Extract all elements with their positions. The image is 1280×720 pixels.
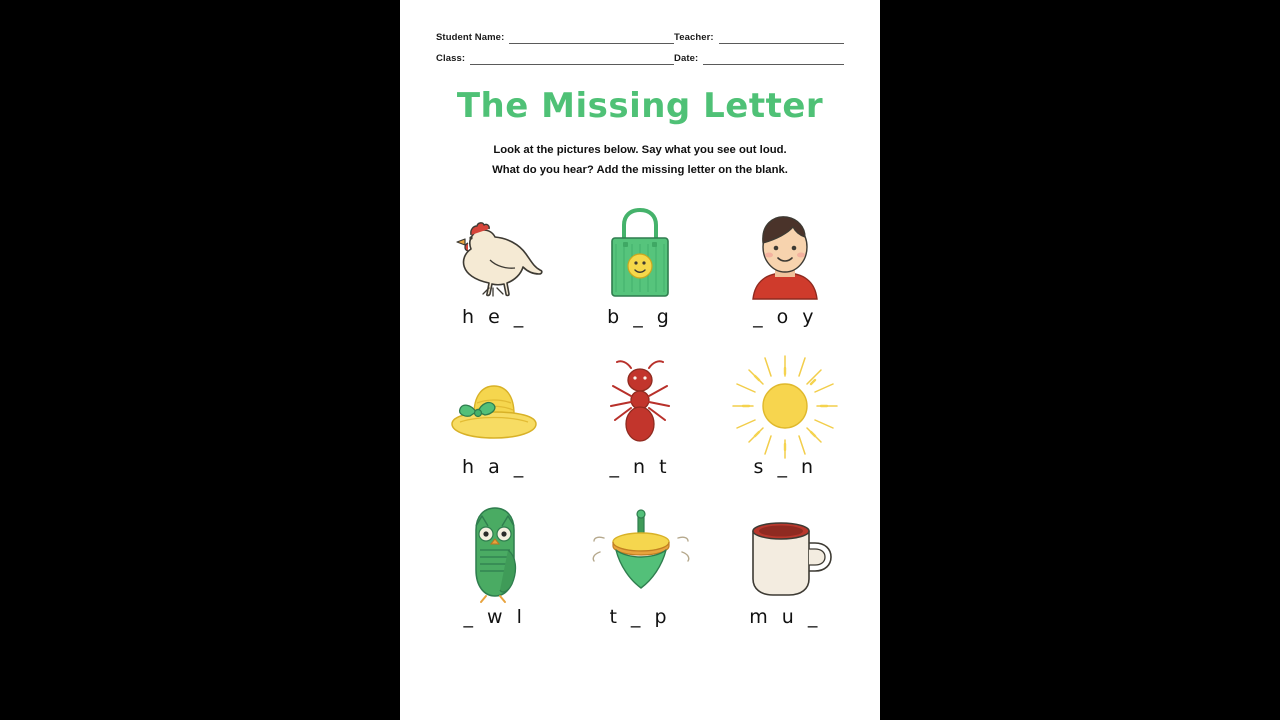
student-name-field[interactable]: [436, 32, 674, 44]
header-fields: [436, 32, 846, 74]
instructions-line-2: What do you hear? Add the missing letter on the blank.: [492, 164, 788, 176]
exercise-item-8: [567, 500, 712, 650]
spinning-top-icon: [575, 500, 705, 610]
exercise-word-9: m u _: [749, 606, 822, 628]
hen-icon: [430, 200, 560, 310]
exercise-word-4: h a _: [462, 456, 528, 478]
class-field[interactable]: [436, 53, 674, 65]
exercise-item-6: [713, 350, 858, 500]
date-field[interactable]: [674, 53, 844, 65]
exercise-grid: [422, 200, 858, 650]
ant-icon: [575, 350, 705, 460]
owl-icon: [430, 500, 560, 610]
teacher-label: Teacher:: [674, 32, 714, 43]
exercise-item-3: [713, 200, 858, 350]
exercise-word-5: _ n t: [609, 456, 671, 478]
worksheet-page: [400, 0, 880, 720]
student-name-line[interactable]: [509, 32, 674, 44]
exercise-word-1: h e _: [462, 306, 528, 328]
exercise-item-9: [713, 500, 858, 650]
field-row-2: [436, 53, 846, 65]
mug-icon: [720, 500, 850, 610]
tote-bag-icon: [575, 200, 705, 310]
date-line[interactable]: [703, 53, 844, 65]
instructions: [400, 140, 880, 180]
exercise-word-3: _ o y: [753, 306, 818, 328]
instructions-line-1: Look at the pictures below. Say what you see out loud.: [493, 144, 787, 156]
teacher-line[interactable]: [719, 32, 844, 44]
boy-icon: [720, 200, 850, 310]
exercise-item-5: [567, 350, 712, 500]
class-line[interactable]: [470, 53, 674, 65]
exercise-item-2: [567, 200, 712, 350]
exercise-item-4: [422, 350, 567, 500]
class-label: Class:: [436, 53, 466, 64]
exercise-item-7: [422, 500, 567, 650]
field-row-1: [436, 32, 846, 44]
hat-icon: [430, 350, 560, 460]
sun-icon: [720, 350, 850, 460]
exercise-item-1: [422, 200, 567, 350]
teacher-field[interactable]: [674, 32, 844, 44]
student-name-label: Student Name:: [436, 32, 505, 43]
page-title: The Missing Letter: [456, 86, 824, 126]
exercise-word-8: t _ p: [609, 606, 671, 628]
exercise-word-6: s _ n: [753, 456, 818, 478]
exercise-word-2: b _ g: [607, 306, 673, 328]
date-label: Date:: [674, 53, 699, 64]
exercise-word-7: _ w l: [463, 606, 526, 628]
